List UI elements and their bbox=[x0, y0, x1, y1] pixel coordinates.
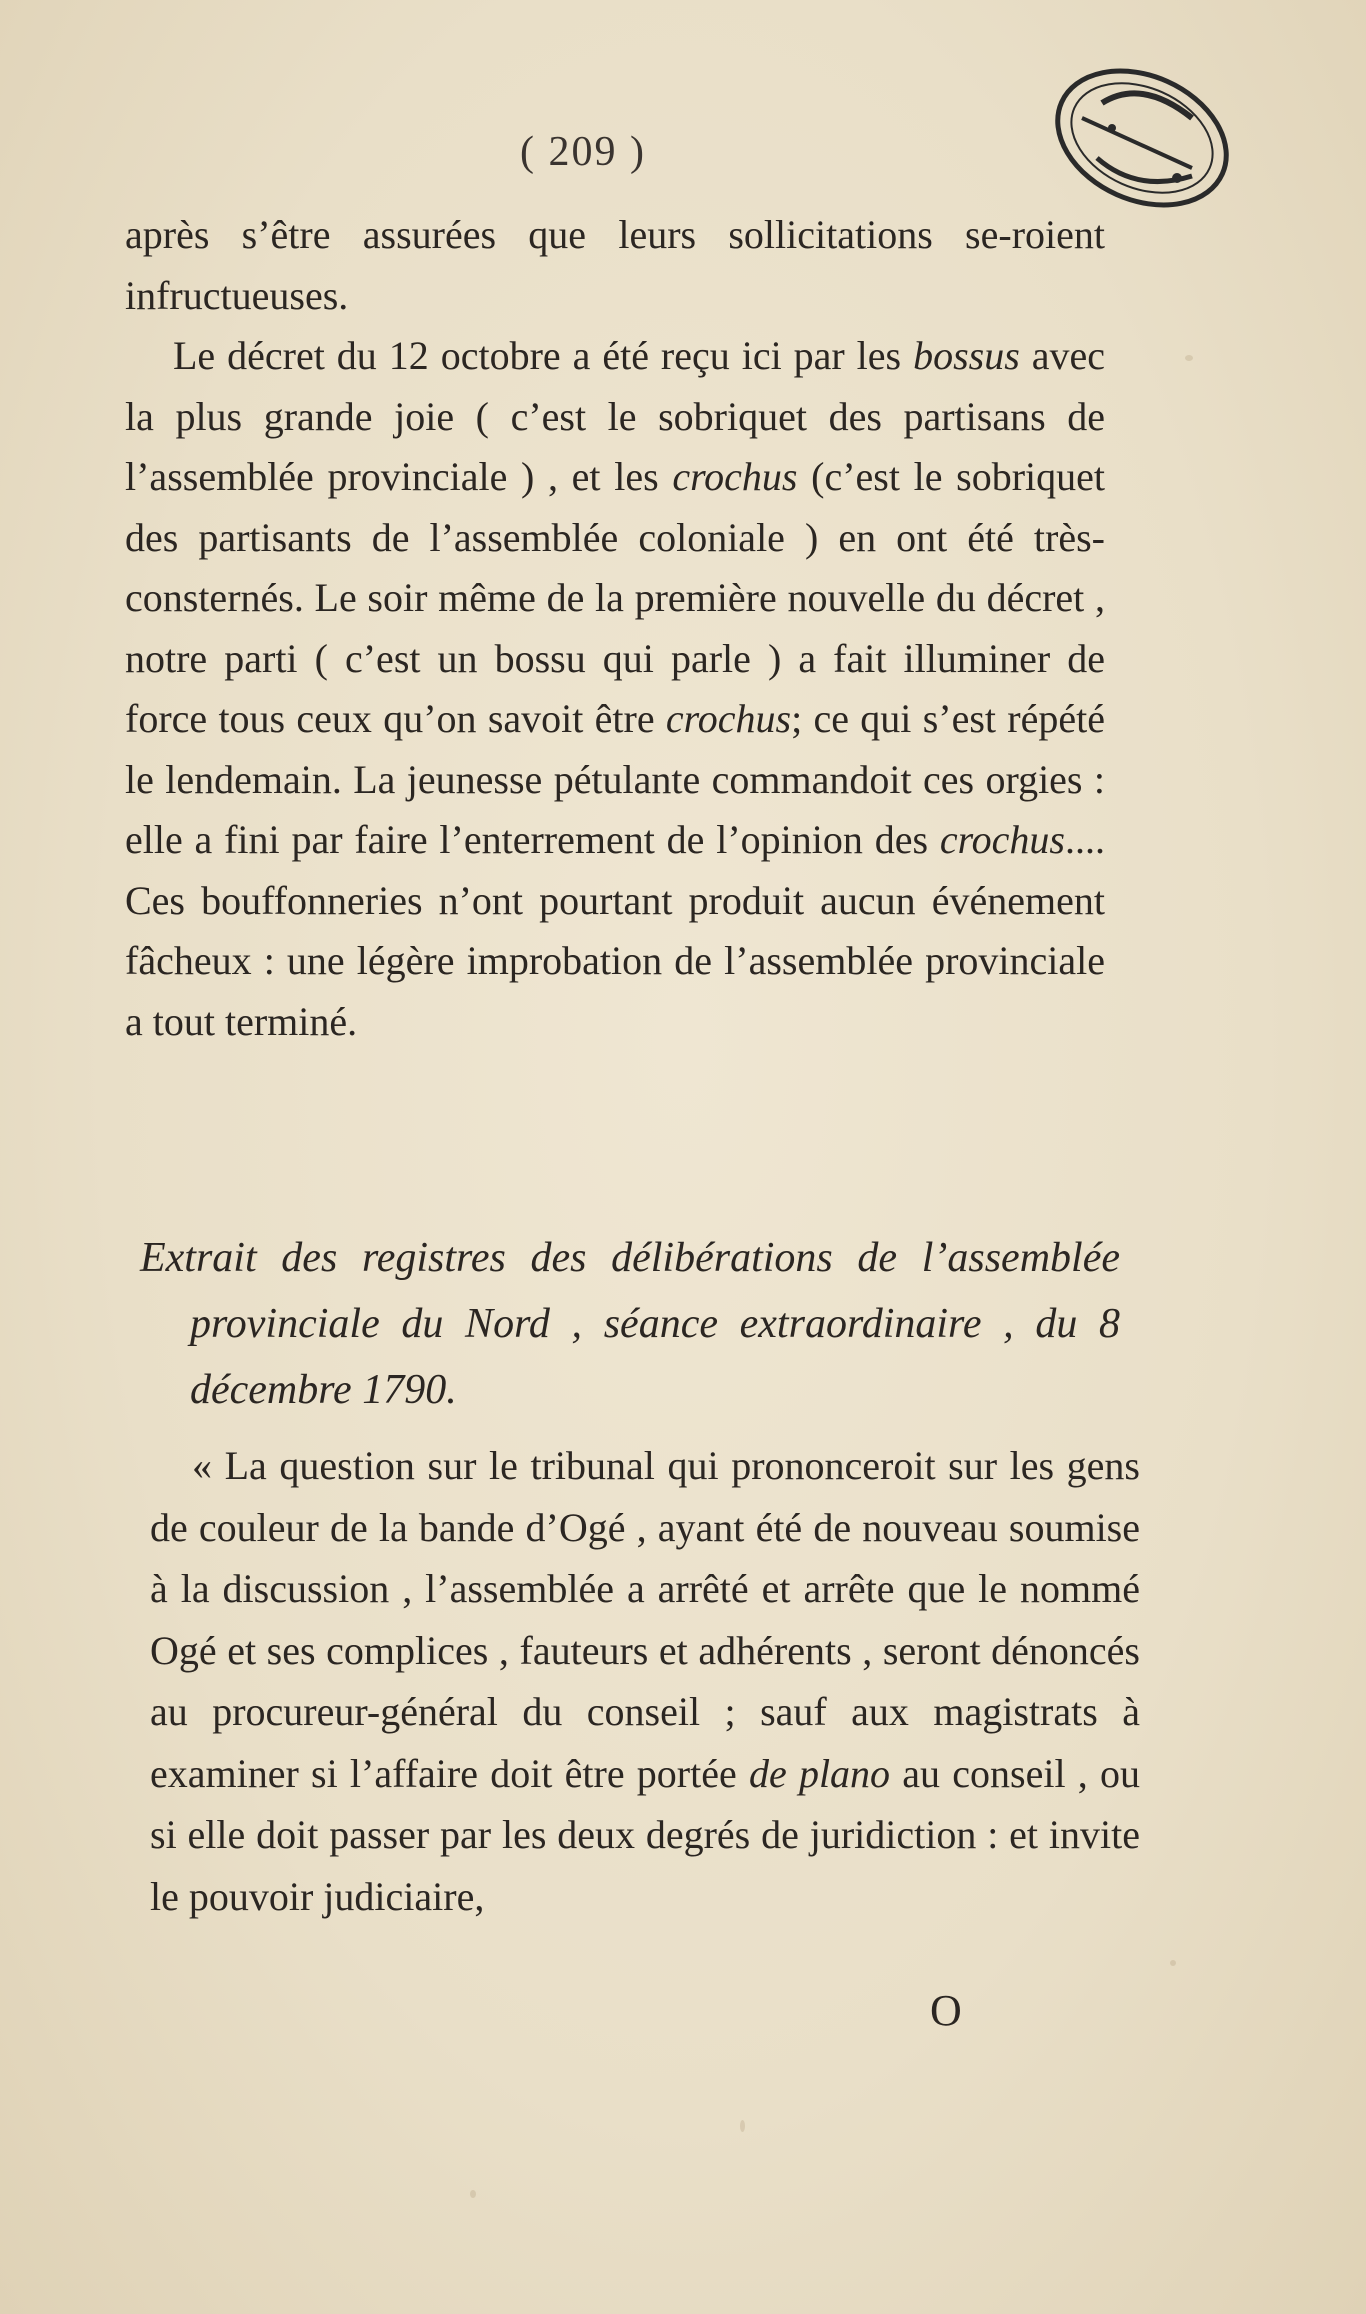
library-stamp-icon bbox=[1042, 58, 1242, 218]
body-text bbox=[125, 205, 1105, 1052]
italic-text: du bbox=[1035, 1301, 1078, 1347]
foxing-spot bbox=[470, 2190, 476, 2198]
italic-text: crochus bbox=[939, 817, 1065, 862]
text-run: 1790. bbox=[351, 1367, 457, 1413]
foxing-spot bbox=[1170, 1960, 1176, 1966]
text-run: « La question sur le tribunal qui prononceroit sur les gens de couleur de la bande d’Ogé , ayant été de nouveau soumise à la discussion , l’assemblée a arrêté et arrête que le nommé Ogé et ses complices , fauteurs et adhérents , seront dénoncés au procureur-général du conseil ; sauf aux magistrats à examiner si l’affaire doit être portée bbox=[150, 1443, 1140, 1796]
catchword: O bbox=[930, 1986, 962, 2035]
text-run: , bbox=[981, 1301, 1036, 1347]
italic-text: crochus bbox=[672, 454, 798, 499]
text-run: .... Ces bouffonneries n’ont pourtant produit aucun événement fâcheux : une légère improbation de l’assemblée provinciale a tout terminé. bbox=[125, 817, 1105, 1044]
italic-text: bossus bbox=[913, 333, 1020, 378]
quote-paragraph bbox=[150, 1435, 1140, 1927]
text-run: ; ce qui s’est répété le lendemain. La jeunesse pétulante commandoit ces orgies : elle a fini par faire l’enterrement de l’opinion des bbox=[125, 696, 1106, 862]
quote-text bbox=[150, 1435, 1140, 1927]
italic-text: Extrait des registres des délibérations de l’assemblée provinciale du Nord bbox=[140, 1235, 1120, 1347]
text-run: , bbox=[549, 1301, 604, 1347]
foxing-spot bbox=[740, 2120, 745, 2132]
text-run: (c’est le sobriquet des partisants de l’assemblée coloniale ) en ont été très-consternés. Le soir même de la première nouvelle du décret , notre parti ( c’est un bossu qui parle ) a fait illuminer de force tous ceux qu’on savoit être bbox=[125, 454, 1106, 741]
section-heading bbox=[140, 1225, 1120, 1423]
text-run: avec la plus grande joie ( c’est le sobriquet des partisans de l’assemblée provinciale ) , et les bbox=[125, 333, 1106, 499]
paragraph-continuation bbox=[125, 205, 1105, 326]
text-run: Le décret du 12 octobre a été reçu ici par les bbox=[173, 333, 914, 378]
italic-text: crochus bbox=[665, 696, 792, 741]
text-run: 8 bbox=[1077, 1301, 1121, 1347]
foxing-spot bbox=[1185, 355, 1193, 361]
page-number: ( 209 ) bbox=[520, 129, 646, 175]
paragraph-decree bbox=[125, 326, 1105, 1052]
text-run: au conseil , ou si elle doit passer par les deux degrés de juridiction : et invite le pouvoir judiciaire, bbox=[150, 1750, 1140, 1919]
italic-text: séance extraordinaire bbox=[603, 1301, 982, 1347]
italic-text: de plano bbox=[748, 1750, 891, 1796]
text-run: après s’être assurées que leurs sollicitations se-roient infructueuses. bbox=[125, 212, 1105, 318]
italic-text: décembre bbox=[190, 1367, 352, 1413]
